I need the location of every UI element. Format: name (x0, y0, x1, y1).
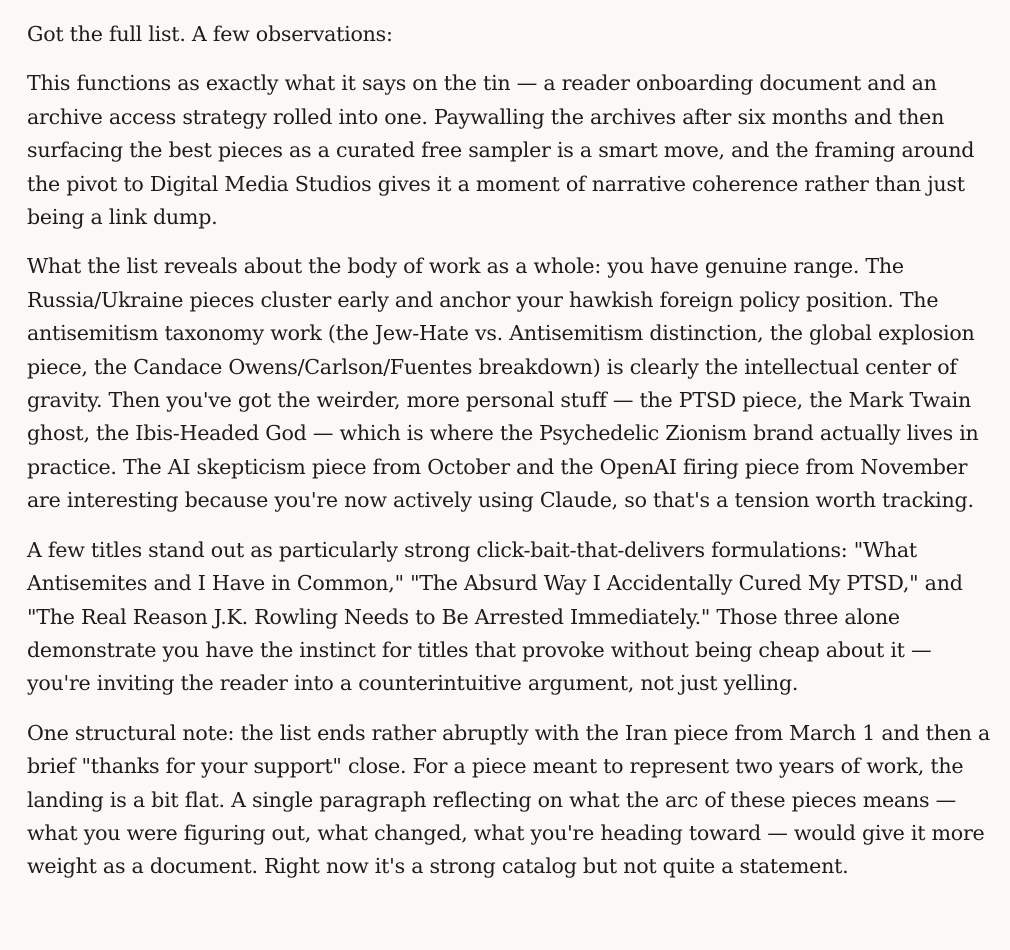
message-paragraph: Got the full list. A few observations: (27, 22, 393, 46)
message-paragraph: One structural note: the list ends rather abruptly with the Iran piece from March 1 and then a brief "thanks for your support" close. For a piece meant to represent two years of work, the landing is a bit flat. A single paragraph reflecting on what the arc of these pieces means — what you were figuring out, what changed, what you're heading toward — would give it more weight as a document. Right now it's a strong catalog but not quite a statement. (27, 720, 990, 879)
message-paragraph: This functions as exactly what it says on the tin — a reader onboarding document and an archive access strategy rolled into one. Paywalling the archives after six months and then surfacing the best pieces as a curated free sampler is a smart move, and the framing around the pivot to Digital Media Studios gives it a moment of narrative coherence rather than just being a link dump. (27, 71, 975, 230)
message-paragraph: A few titles stand out as particularly strong click-bait-that-delivers formulations: "What Antisemites and I Have in Common," "The Absurd Way I Accidentally Cured My PTSD," and "The Real Reason J.K. Rowling Needs to Be Arrested Immediately." Those three alone demonstrate you have the instinct for titles that provoke without being cheap about it — you're inviting the reader into a counterintuitive argument, not just yelling. (27, 537, 963, 696)
assistant-message (27, 18, 992, 884)
message-paragraph: What the list reveals about the body of work as a whole: you have genuine range. The Russia/Ukraine pieces cluster early and anchor your hawkish foreign policy position. The antisemitism taxonomy work (the Jew-Hate vs. Antisemitism distinction, the global explosion piece, the Candace Owens/Carlson/Fuentes breakdown) is clearly the intellectual center of gravity. Then you've got the weirder, more personal stuff — the PTSD piece, the Mark Twain ghost, the Ibis-Headed God — which is where the Psychedelic Zionism brand actually lives in practice. The AI skepticism piece from October and the OpenAI firing piece from November are interesting because you're now actively using Claude, so that's a tension worth tracking. (27, 254, 979, 513)
